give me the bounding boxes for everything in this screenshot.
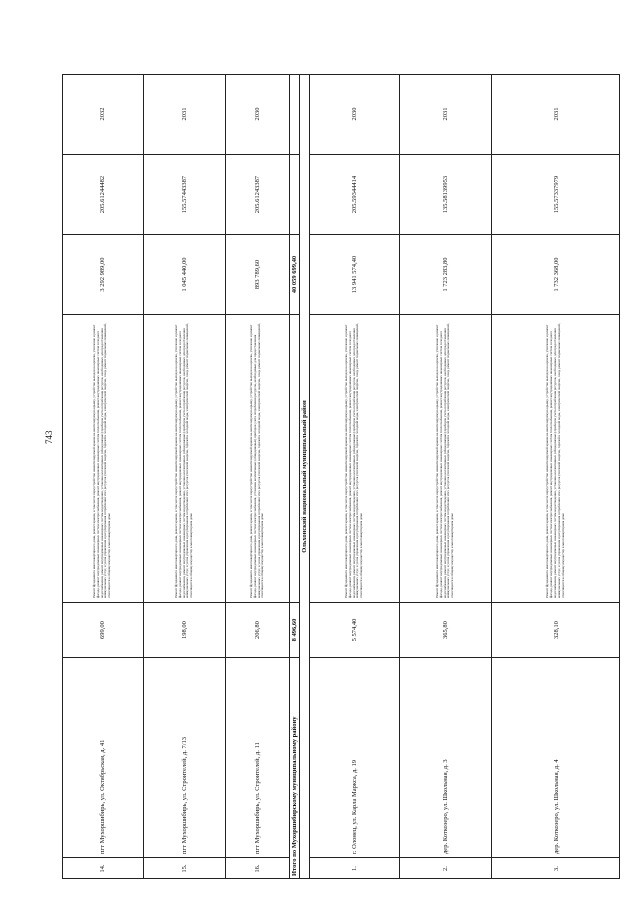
row-number: 15. (144, 857, 225, 879)
total-cost: 40 059 699,40 (290, 234, 299, 314)
section-title: Ольхонский национальный муниципальный район (301, 400, 308, 553)
row-cost: 3 292 989,00 (62, 234, 143, 314)
total-empty (290, 154, 299, 234)
total-label: Итого по Мухоршибирскому муниципальному району (290, 657, 299, 879)
row-description: Ремонт фундамента многоквартирного дома, ремонт крыши, в том числе переустройство невентилируемой крыши на вентилируемую крышу, устройство выходов на кровлю, утепление и ремонт фасада, ремонт внутридомовых инженерных систем электроснабжения, ремонт внутридомовых инженерных систем теплоснабжения, ремонт внутридомовых инженерных систем холодного водоснабжения, ремонт внутридомовых инженерных систем водоотведения, установка коллективных (общедомовых) приборов учета потребления ресурсов, необходимых для предоставления коммунальных услуг, и узлов управления и регулирования потребления этих ресурсов (тепловой энергии, горячей и холодной воды, электрической энергии, газа), ремонт подвальных помещений, относящихся к общему имуществу в многоквартирном доме (310, 314, 399, 602)
row-number: 16. (226, 857, 289, 879)
total-empty (290, 314, 299, 602)
repair-program-table (62, 74, 620, 879)
row-address: дер. Коткозеро, ул. Школьная, д. 3 (400, 657, 491, 857)
row-cost: 893 789,60 (226, 234, 289, 314)
row-year: 2031 (181, 107, 188, 121)
row-year: 2032 (99, 107, 106, 121)
table-row (226, 74, 290, 879)
row-area: 206,80 (226, 602, 289, 657)
row-cost: 13 941 574,40 (310, 234, 399, 314)
row-cost: 1 045 440,00 (144, 234, 225, 314)
total-row (290, 74, 300, 879)
row-unit-cost: 155.57443387 (144, 154, 225, 234)
table-row (310, 74, 400, 879)
row-number: 14. (62, 857, 143, 879)
row-description: Ремонт фундамента многоквартирного дома, ремонт крыши, в том числе переустройство невентилируемой крыши на вентилируемую крышу, устройство выходов на кровлю, утепление и ремонт фасада, ремонт внутридомовых инженерных систем электроснабжения, ремонт внутридомовых инженерных систем теплоснабжения, ремонт внутридомовых инженерных систем холодного водоснабжения, ремонт внутридомовых инженерных систем водоотведения, установка коллективных (общедомовых) приборов учета потребления ресурсов, необходимых для предоставления коммунальных услуг, и узлов управления и регулирования потребления этих ресурсов (тепловой энергии, горячей и холодной воды, электрической энергии, газа), ремонт подвальных помещений, относящихся к общему имуществу в многоквартирном доме (144, 314, 225, 602)
row-unit-cost: 205.59344414 (310, 154, 399, 234)
row-cost: 1 723 283,80 (400, 234, 491, 314)
row-description: Ремонт фундамента многоквартирного дома, ремонт крыши, в том числе переустройство невентилируемой крыши на вентилируемую крышу, устройство выходов на кровлю, утепление и ремонт фасада, ремонт внутридомовых инженерных систем электроснабжения, ремонт внутридомовых инженерных систем теплоснабжения, ремонт внутридомовых инженерных систем холодного водоснабжения, ремонт внутридомовых инженерных систем водоотведения, установка коллективных (общедомовых) приборов учета потребления ресурсов, необходимых для предоставления коммунальных услуг, и узлов управления и регулирования потребления этих ресурсов (тепловой энергии, горячей и холодной воды, электрической энергии, газа), ремонт подвальных помещений, относящихся к общему имуществу в многоквартирном доме (62, 314, 143, 602)
row-year: 2030 (254, 107, 261, 121)
row-year: 2031 (552, 107, 560, 121)
row-number: 1. (310, 857, 399, 879)
row-address: пгт Мухоршибирь, ул. Строителей, д. 11 (226, 657, 289, 857)
row-description: Ремонт фундамента многоквартирного дома, ремонт крыши, в том числе переустройство невентилируемой крыши на вентилируемую крышу, устройство выходов на кровлю, утепление и ремонт фасада, ремонт внутридомовых инженерных систем электроснабжения, установка коллективных (общедомовых) приборов учета потребления ресурсов, необходимых для предоставления коммунальных услуг, и узлов управления и регулирования потребления этих ресурсов (тепловой энергии, горячей и холодной воды, электрической энергии, газа), ремонт подвальных помещений, относящихся к общему имуществу в многоквартирном доме (226, 314, 289, 602)
total-empty (290, 74, 299, 154)
row-year: 2030 (351, 107, 358, 121)
table-row (492, 74, 620, 879)
row-address: пгт Мухоршибирь, ул. Октябрьская, д. 41 (62, 657, 143, 857)
row-unit-cost: 205.61244482 (62, 154, 143, 234)
row-area: 5 574,40 (310, 602, 399, 657)
table-row (400, 74, 492, 879)
row-address: дер. Коткозеро, ул. Школьная, д. 4 (492, 657, 620, 857)
row-number: 2. (400, 857, 491, 879)
row-unit-cost: 155.57337979 (492, 154, 620, 234)
table-row (62, 74, 144, 879)
section-header-row (300, 74, 310, 879)
row-year: 2031 (442, 107, 449, 121)
row-area: 328,10 (492, 602, 620, 657)
row-address: г. Олонец, ул. Карла Маркса, д. 19 (310, 657, 399, 857)
rotated-table-sheet (62, 74, 620, 879)
row-description: Ремонт фундамента многоквартирного дома, ремонт крыши, в том числе переустройство невентилируемой крыши на вентилируемую крышу, устройство выходов на кровлю, утепление и ремонт фасада, ремонт внутридомовых инженерных систем электроснабжения, ремонт внутридомовых инженерных систем теплоснабжения, ремонт внутридомовых инженерных систем холодного водоснабжения, ремонт внутридомовых инженерных систем водоотведения, установка коллективных (общедомовых) приборов учета потребления ресурсов, необходимых для предоставления коммунальных услуг, и узлов управления и регулирования потребления этих ресурсов (тепловой энергии, горячей и холодной воды, электрической энергии, газа), ремонт подвальных помещений, относящихся к общему имуществу в многоквартирном доме (400, 314, 491, 602)
page-number: 743 (44, 430, 54, 444)
row-cost: 1 732 368,00 (492, 234, 620, 314)
total-area: 8 496,60 (290, 602, 299, 657)
row-address: пгт Мухоршибирь, ул. Строителей, д. 7/13 (144, 657, 225, 857)
row-area: 365,80 (400, 602, 491, 657)
row-area: 198,00 (144, 602, 225, 657)
row-area: 699,00 (62, 602, 143, 657)
row-unit-cost: 135.58139953 (400, 154, 491, 234)
row-description: Ремонт фундамента многоквартирного дома, ремонт крыши, в том числе переустройство невентилируемой крыши на вентилируемую крышу, устройство выходов на кровлю, утепление и ремонт фасада, ремонт внутридомовых инженерных систем электроснабжения, ремонт внутридомовых инженерных систем теплоснабжения, ремонт внутридомовых инженерных систем холодного водоснабжения, ремонт внутридомовых инженерных систем водоотведения, установка коллективных (общедомовых) приборов учета потребления ресурсов, необходимых для предоставления коммунальных услуг, и узлов управления и регулирования потребления этих ресурсов (тепловой энергии, горячей и холодной воды, электрической энергии, газа), ремонт подвальных помещений, относящихся к общему имуществу в многоквартирном доме (492, 314, 620, 602)
table-row (144, 74, 226, 879)
row-unit-cost: 205.61243387 (226, 154, 289, 234)
row-number: 3. (492, 857, 620, 879)
